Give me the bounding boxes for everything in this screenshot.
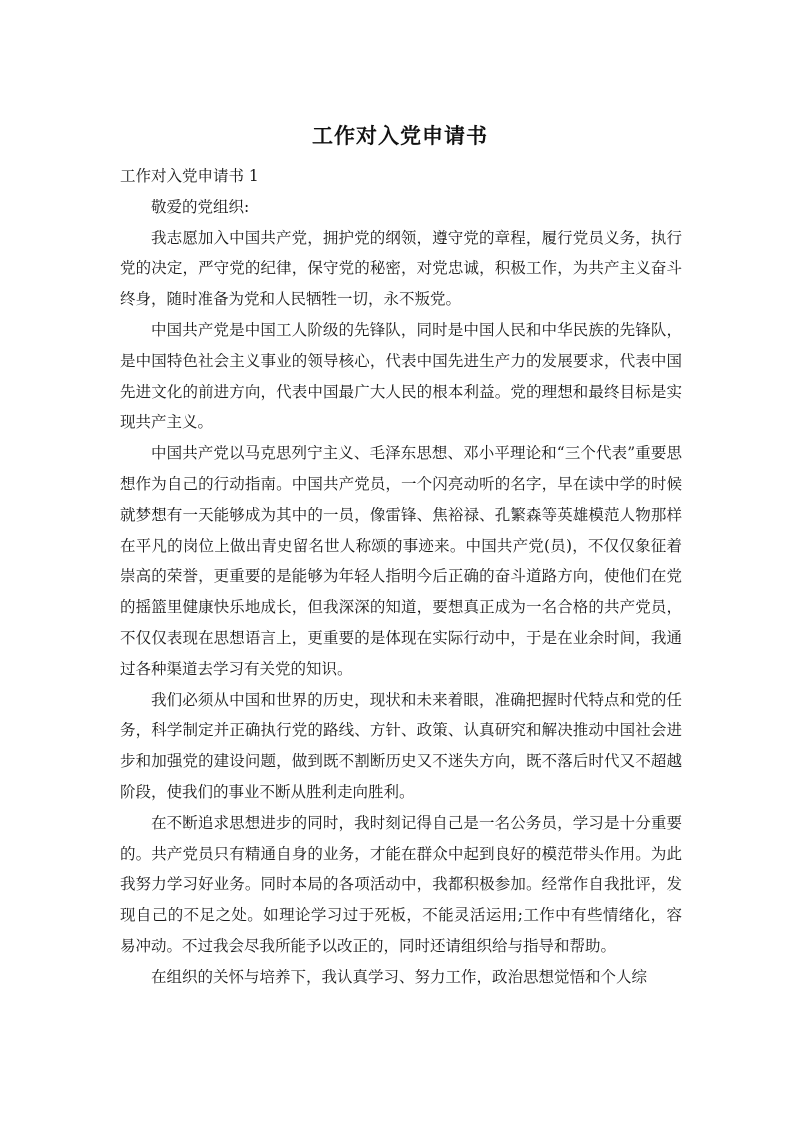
paragraph-4: 我们必须从中国和世界的历史，现状和未来着眼，准确把握时代特点和党的任务，科学制定并正确执行党的路线、方针、政策、认真研究和解决推动中国社会进步和加强党的建设问题，做到既不割断历史又不迷失方向，既不落后时代又不超越阶段，使我们的事业不断从胜利走向胜利。 xyxy=(120,690,682,801)
document-body xyxy=(120,161,682,993)
salutation: 敬爱的党组织: xyxy=(151,197,250,216)
document-title: 工作对入党申请书 xyxy=(312,124,488,148)
paragraph-6: 在组织的关怀与培养下，我认真学习、努力工作，政治思想觉悟和个人综 xyxy=(151,967,648,986)
paragraph-2: 中国共产党是中国工人阶级的先锋队，同时是中国人民和中华民族的先锋队，是中国特色社会主义事业的领导核心，代表中国先进生产力的发展要求，代表中国先进文化的前进方向，代表中国最广大人民的根本利益。党的理想和最终目标是实现共产主义。 xyxy=(120,320,682,432)
paragraph-3: 中国共产党以马克思列宁主义、毛泽东思想、邓小平理论和“三个代表”重要思想作为自己的行动指南。中国共产党员，一个闪亮动听的名字，早在读中学的时候就梦想有一天能够成为其中的一员，像雷锋、焦裕禄、孔繁森等英雄模范人物那样在平凡的岗位上做出青史留名世人称颂的事迹来。中国共产党(员)，不仅仅象征着崇高的荣誉，更重要的是能够为年轻人指明今后正确的奋斗道路方向，使他们在党的摇篮里健康快乐地成长，但我深深的知道，要想真正成为一名合格的共产党员，不仅仅表现在思想语言上，更重要的是体现在实际行动中，于是在业余时间，我通过各种渠道去学习有关党的知识。 xyxy=(120,444,682,678)
document-subtitle: 工作对入党申请书 1 xyxy=(120,167,259,185)
paragraph-1: 我志愿加入中国共产党，拥护党的纲领，遵守党的章程，履行党员义务，执行党的决定，严守党的纪律，保守党的秘密，对党忠诚，积极工作，为共产主义奋斗终身，随时准备为党和人民牺牲一切，永不叛党。 xyxy=(120,228,682,309)
paragraph-5: 在不断追求思想进步的同时，我时刻记得自己是一名公务员，学习是十分重要的。共产党员只有精通自身的业务，才能在群众中起到良好的模范带头作用。为此我努力学习好业务。同时本局的各项活动中，我都积极参加。经常作自我批评，发现自己的不足之处。如理论学习过于死板，不能灵活运用;工作中有些情绪化，容易冲动。不过我会尽我所能予以改正的，同时还请组织给与指导和帮助。 xyxy=(120,813,682,955)
